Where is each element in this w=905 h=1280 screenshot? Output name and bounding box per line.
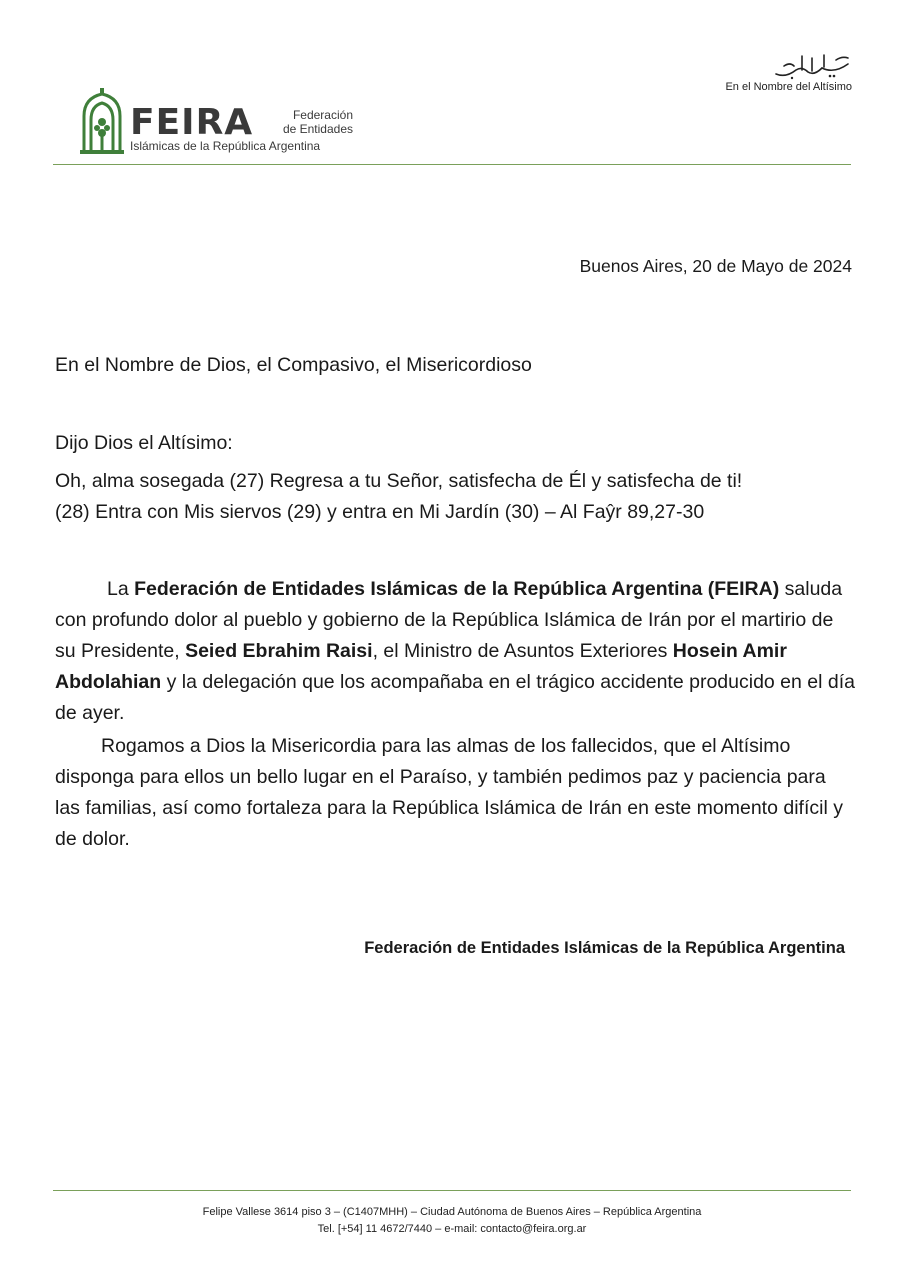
signature: Federación de Entidades Islámicas de la República Argentina bbox=[364, 939, 845, 957]
p1-text-b: saluda con profundo dolor al pueblo y gobierno de la República Islámica de Irán por el martirio de su Presidente, bbox=[55, 578, 843, 662]
feira-logo bbox=[78, 88, 378, 158]
p1-text-d: y la delegación que los acompañaba en el trágico accidente producido en el día de ayer. bbox=[55, 671, 855, 724]
p1-lead: La bbox=[107, 578, 135, 600]
footer-contact: Tel. [+54] 11 4672/7440 – e-mail: contacto@feira.org.ar bbox=[317, 1223, 587, 1235]
arabic-calligraphy-icon bbox=[772, 52, 852, 80]
president-name: Seied Ebrahim Raisi bbox=[185, 640, 373, 662]
quote-intro: Dijo Dios el Altísimo: bbox=[55, 432, 233, 454]
invocation: En el Nombre de Dios, el Compasivo, el Misericordioso bbox=[55, 354, 532, 376]
quote-line-2: (28) Entra con Mis siervos (29) y entra en Mi Jardín (30) – Al Faŷr 89,27-30 bbox=[55, 501, 705, 523]
quote-line-1: Oh, alma sosegada (27) Regresa a tu Señor, satisfecha de Él y satisfecha de ti! bbox=[55, 470, 743, 492]
quran-quote bbox=[55, 466, 855, 528]
p2-text: Rogamos a Dios la Misericordia para las almas de los fallecidos, que el Altísimo disponga para ellos un bello lugar en el Paraíso, y también pedimos paz y paciencia para las familias, así como fortaleza para la República Islámica de Irán en este momento difícil y de dolor. bbox=[55, 735, 843, 850]
organization-name: Federación de Entidades Islámicas de la República Argentina (FEIRA) bbox=[134, 578, 780, 600]
brand-line-2: de Entidades bbox=[282, 122, 353, 136]
brand-name: FEIRA bbox=[130, 102, 254, 143]
brand-line-1: Federación bbox=[292, 108, 353, 122]
mosque-arch-logo-icon bbox=[78, 88, 126, 156]
header-divider bbox=[53, 164, 851, 165]
footer-divider bbox=[53, 1190, 851, 1191]
paragraph-condolence bbox=[55, 574, 855, 729]
header-invocation: En el Nombre del Altísimo bbox=[725, 81, 852, 93]
minister-name: Hosein Amir Abdolahian bbox=[55, 640, 787, 693]
brand-line-3: Islámicas de la República Argentina bbox=[130, 139, 321, 153]
paragraph-prayer bbox=[55, 731, 855, 855]
letter-date: Buenos Aires, 20 de Mayo de 2024 bbox=[579, 256, 852, 276]
p1-text-c: , el Ministro de Asuntos Exteriores bbox=[372, 640, 673, 662]
footer-address: Felipe Vallese 3614 piso 3 – (C1407MHH) – Ciudad Autónoma de Buenos Aires – República Argentina bbox=[202, 1206, 702, 1218]
